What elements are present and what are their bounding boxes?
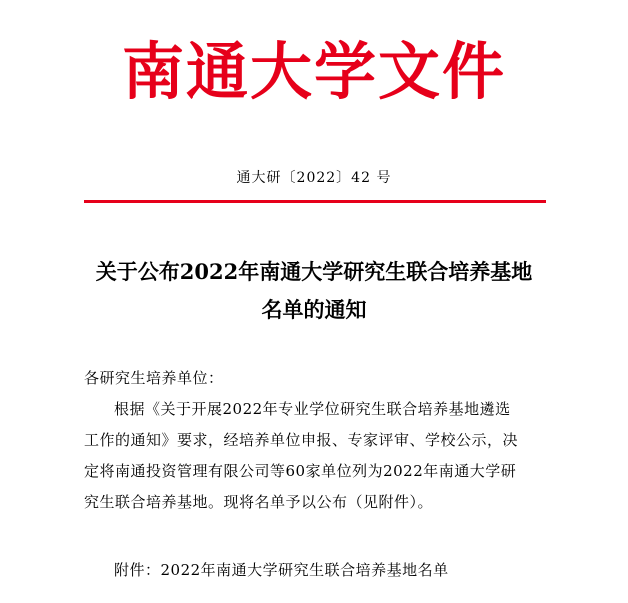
salutation: 各研究生培养单位：: [84, 369, 224, 387]
body-paragraph-line-2: 工作的通知》要求，经培养单位申报、专家评审、学校公示，决: [84, 431, 519, 449]
body-paragraph-line-4: 究生联合培养基地。现将名单予以公布（见附件）。: [84, 493, 434, 511]
attachment-line: 附件：2022年南通大学研究生联合培养基地名单: [114, 561, 449, 579]
body-paragraph-line-1: 根据《关于开展2022年专业学位研究生联合培养基地遴选: [114, 400, 511, 418]
notice-title-line-2: 名单的通知: [261, 297, 367, 322]
document-number: 通大研〔2022〕42 号: [236, 170, 392, 186]
red-divider-line: [84, 200, 546, 203]
document-masthead: 南通大学文件: [121, 35, 506, 108]
notice-title-line-1: 关于公布2022年南通大学研究生联合培养基地: [95, 259, 533, 284]
body-paragraph: [84, 394, 554, 518]
notice-title: [0, 253, 628, 329]
body-paragraph-line-3: 定将南通投资管理有限公司等60家单位列为2022年南通大学研: [84, 462, 517, 480]
